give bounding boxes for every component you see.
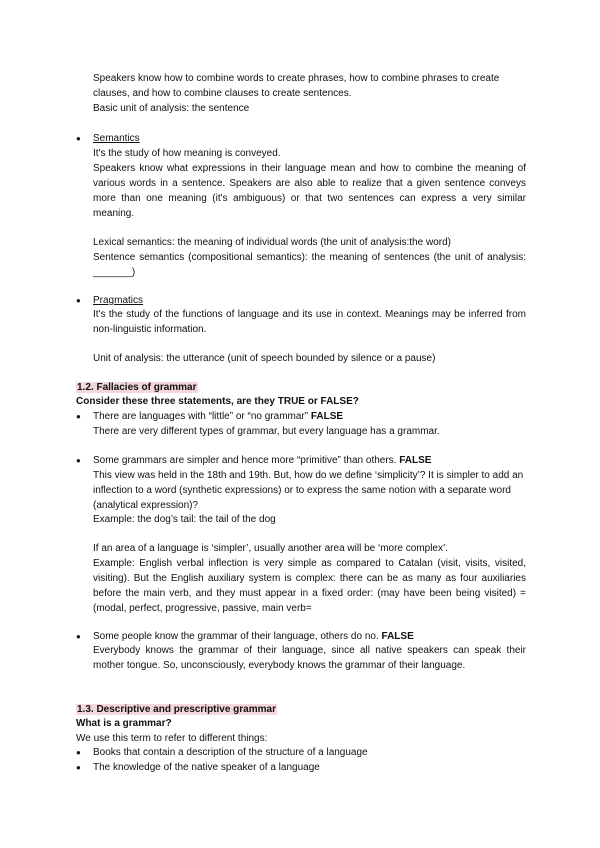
semantics-definition: It's the study of how meaning is conveyed. [93,148,281,159]
pragmatics-title: Pragmatics [93,295,144,306]
fallacy-1-verdict: FALSE [310,411,344,422]
grammar-item-1: Books that contain a description of the structure of a language [93,747,368,758]
semantics-description: Speakers know what expressions in their language mean and how to combine the meaning of various words in a sentence. Speakers are also able to realize that a given sentence conveys more than one meaning (it's ambiguous) or that two sentences can express a very similar meaning. [93,163,526,219]
fallacy-2-verdict: FALSE [399,455,432,466]
fallacy-item-3 [93,629,526,644]
fallacy-1-explanation: There are very different types of grammar, but every language has a grammar. [93,426,440,437]
fallacy-3-explanation: Everybody knows the grammar of their language, since all native speakers can speak their mother tongue. So, unconsciously, everybody knows the grammar of their language. [93,645,526,671]
fallacy-3-verdict: FALSE [381,631,414,642]
grammar-intro: We use this term to refer to different things: [76,733,268,744]
fallacy-item-1 [93,409,526,424]
bullet-icon [76,453,88,468]
lexical-semantics: Lexical semantics: the meaning of individual words (the unit of analysis:the word) [93,237,451,248]
grammar-question: What is a grammar? [76,718,172,729]
bullet-icon [76,409,88,424]
sentence-semantics: Sentence semantics (compositional semantics): the meaning of sentences (the unit of analysis: _______) [93,252,526,278]
fallacies-heading-row [76,380,526,395]
bullet-icon [76,629,88,644]
fallacy-2-complexity: If an area of a language is ‘simpler’, usually another area will be ‘more complex’. [93,543,448,554]
fallacy-2-statement: Some grammars are simpler and hence more “primitive” than others. [93,455,397,466]
bullet-icon [76,131,88,146]
bullet-icon [76,745,88,760]
fallacy-2-example: Example: the dog’s tail: the tail of the dog [93,514,276,525]
fallacy-2-english-example: Example: English verbal inflection is very simple as compared to Catalan (visit, visits, visited, visiting). But the English auxiliary system is complex: there can be as many as four auxiliaries before the main verb, and they must appear in a fixed order: (may have been being visited) = (modal, perfect, progressive, passive, main verb= [93,558,526,614]
syntax-description: Speakers know how to combine words to create phrases, how to combine phrases to create clauses, and how to combine clauses to create sentences. [93,73,500,99]
semantics-title: Semantics [93,133,140,144]
grammar-item-2: The knowledge of the native speaker of a language [93,762,320,773]
descriptive-heading-row [76,702,526,717]
fallacy-2-explanation: This view was held in the 18th and 19th. But, how do we define ‘simplicity’? It is simpler to add an inflection to a word (synthetic expressions) or to express the same notion with a separate word (analytical expression)? [93,470,524,511]
fallacies-question: Consider these three statements, are they TRUE or FALSE? [76,396,359,407]
pragmatics-definition: It's the study of the functions of language and its use in context. Meanings may be inferred from non-linguistic information. [93,309,526,335]
descriptive-heading: 1.3. Descriptive and prescriptive grammar [77,704,276,715]
fallacies-heading: 1.2. Fallacies of grammar [77,382,197,393]
pragmatics-unit: Unit of analysis: the utterance (unit of speech bounded by silence or a pause) [93,353,436,364]
bullet-icon [76,760,88,775]
bullet-icon [76,293,88,308]
fallacy-3-statement: Some people know the grammar of their language, others do no. [93,631,379,642]
fallacy-1-statement: There are languages with “little” or “no grammar” [93,411,309,422]
fallacy-item-2 [93,453,526,468]
syntax-unit: Basic unit of analysis: the sentence [93,103,250,114]
